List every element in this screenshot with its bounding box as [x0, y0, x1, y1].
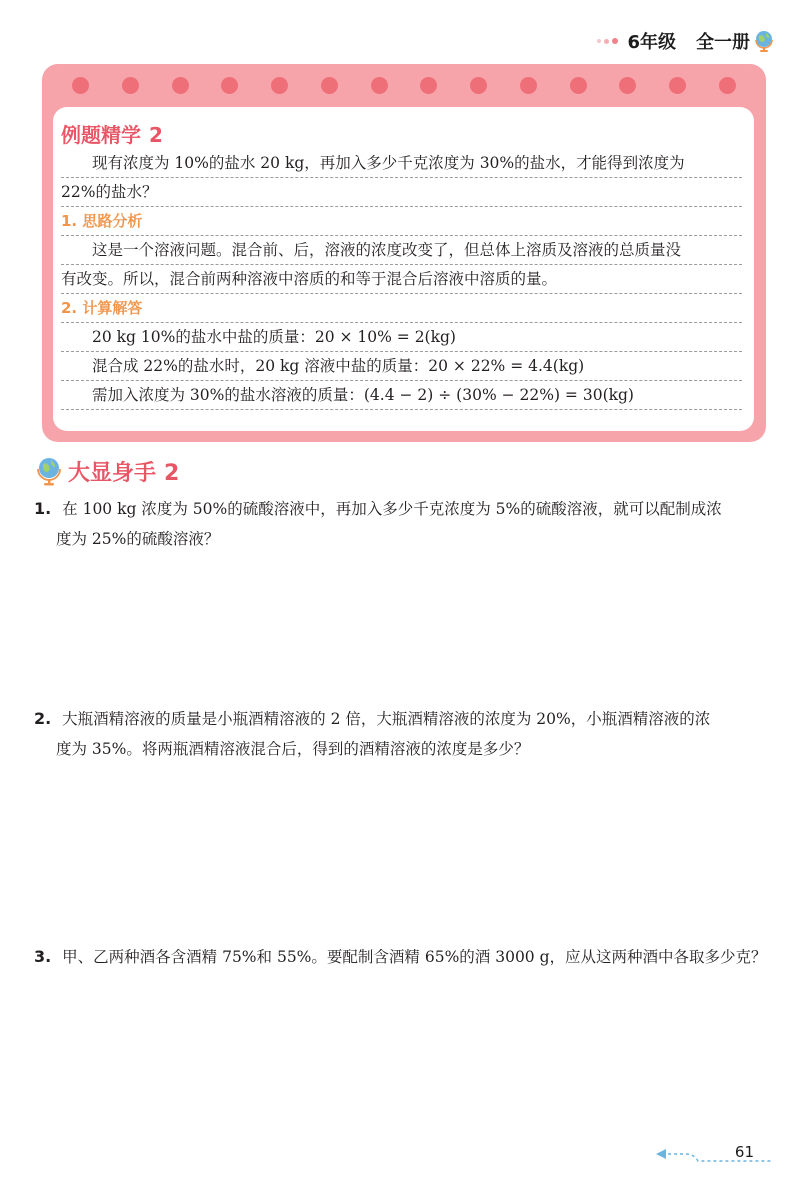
page-number: 61 [734, 1143, 754, 1161]
arrow-left-icon [654, 1143, 774, 1167]
analysis-line-2: 有改变。所以，混合前两种溶液中溶质的和等于混合后溶液中溶质的量。 [61, 265, 742, 294]
analysis-heading: 1. 思路分析 [61, 207, 742, 236]
question-text-line-1: 甲、乙两种酒各含酒精 75%和 55%。要配制含酒精 65%的酒 3000 g，应从这两种酒中各取多少克？ [62, 948, 767, 966]
practice-title: 大显身手 2 [36, 454, 179, 488]
binder-holes [72, 77, 736, 94]
example-title: 例题精学 2 [61, 123, 163, 147]
globe-icon [754, 29, 774, 53]
example-box [42, 64, 766, 442]
question-2: 2. 大瓶酒精溶液的质量是小瓶酒精溶液的 2 倍，大瓶酒精溶液的浓度为 20%，小瓶酒精溶液的浓 度为 35%。将两瓶酒精溶液混合后，得到的酒精溶液的浓度是多少？ [34, 704, 710, 764]
page-header [597, 26, 774, 56]
page-footer [654, 1143, 774, 1167]
example-paper [53, 107, 754, 431]
grade-label: 6年级 [627, 32, 676, 53]
solution-line-3: 需加入浓度为 30%的盐水溶液的质量：(4.4 − 2) ÷ (30% − 22%) = 30(kg) [61, 381, 742, 410]
question-number: 3 [34, 947, 46, 966]
globe-icon [36, 456, 62, 486]
question-3: 3. 甲、乙两种酒各含酒精 75%和 55%。要配制含酒精 65%的酒 3000 g，应从这两种酒中各取多少克？ [34, 947, 767, 966]
question-number: 1 [34, 499, 46, 518]
question-text-line-1: 大瓶酒精溶液的质量是小瓶酒精溶液的 2 倍，大瓶酒精溶液的浓度为 20%，小瓶酒精溶液的浓 [62, 710, 711, 728]
question-text-line-2: 度为 25%的硫酸溶液？ [56, 530, 220, 548]
volume-label: 全一册 [696, 32, 750, 53]
problem-line-1: 现有浓度为 10%的盐水 20 kg，再加入多少千克浓度为 30%的盐水，才能得到浓度为 [61, 149, 742, 178]
decorative-dots [597, 38, 621, 44]
solution-heading: 2. 计算解答 [61, 294, 742, 323]
problem-line-2: 22%的盐水？ [61, 178, 742, 207]
question-number: 2 [34, 709, 46, 728]
question-text-line-1: 在 100 kg 浓度为 50%的硫酸溶液中，再加入多少千克浓度为 5%的硫酸溶液，就可以配制成浓 [62, 500, 722, 518]
solution-line-1: 20 kg 10%的盐水中盐的质量：20 × 10% = 2(kg) [61, 323, 742, 352]
question-text-line-2: 度为 35%。将两瓶酒精溶液混合后，得到的酒精溶液的浓度是多少？ [56, 740, 530, 758]
question-1: 1. 在 100 kg 浓度为 50%的硫酸溶液中，再加入多少千克浓度为 5%的硫酸溶液，就可以配制成浓 度为 25%的硫酸溶液？ [34, 494, 722, 554]
solution-line-2: 混合成 22%的盐水时，20 kg 溶液中盐的质量：20 × 22% = 4.4(kg) [61, 352, 742, 381]
analysis-line-1: 这是一个溶液问题。混合前、后，溶液的浓度改变了，但总体上溶质及溶液的总质量没 [61, 236, 742, 265]
